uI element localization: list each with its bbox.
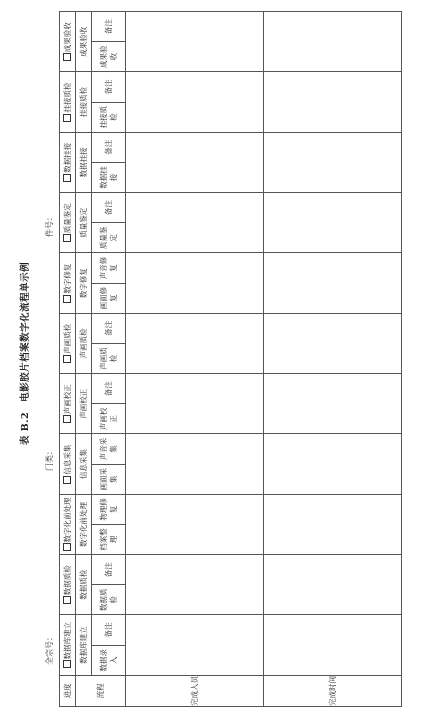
stage-title: 数据质检 — [76, 555, 92, 615]
stage-title: 挂接质检 — [76, 72, 92, 132]
stage-cell: 数据挂接 — [60, 132, 76, 192]
completed-time-cell[interactable] — [264, 494, 402, 554]
checkbox-icon[interactable] — [63, 660, 71, 668]
completed-time-cell[interactable] — [264, 434, 402, 494]
sub-step: 备注 — [92, 615, 126, 645]
sub-step: 成果验收 — [92, 42, 126, 72]
sub-step: 数据挂接 — [92, 162, 126, 192]
checkbox-icon[interactable] — [63, 355, 71, 363]
stage-cell: 声画校正 — [60, 374, 76, 434]
stage-cell: 挂接质检 — [60, 72, 76, 132]
stage-title: 声画质检 — [76, 313, 92, 373]
sub-step: 备注 — [92, 72, 126, 102]
sub-step: 数据录入 — [92, 645, 126, 675]
completed-by-cell[interactable] — [126, 253, 264, 313]
checkbox-icon[interactable] — [63, 174, 71, 182]
completed-by-cell[interactable] — [126, 193, 264, 253]
stage-cell: 质量鉴定 — [60, 193, 76, 253]
stage-cell: 数据库建立 — [60, 615, 76, 675]
completed-by-cell[interactable] — [126, 313, 264, 373]
stage-title-row — [76, 12, 92, 707]
checkbox-icon[interactable] — [63, 476, 71, 484]
completed-by-cell[interactable] — [126, 72, 264, 132]
category-label: 门类： — [45, 447, 54, 471]
sub-step: 声音修复 — [92, 253, 126, 283]
sub-step: 质量鉴定 — [92, 223, 126, 253]
stage-cell: 数字化前处理 — [60, 494, 76, 554]
sub-step: 备注 — [92, 313, 126, 343]
sub-step: 物理修复 — [92, 494, 126, 524]
completed-by-row — [126, 12, 264, 707]
sub-step: 画面修复 — [92, 283, 126, 313]
digitization-process-table — [59, 11, 402, 707]
completed-time-cell[interactable] — [264, 193, 402, 253]
sub-step: 画面采集 — [92, 464, 126, 494]
stage-cell: 数字修复 — [60, 253, 76, 313]
stage-title: 数据库建立 — [76, 615, 92, 675]
completed-by-cell[interactable] — [126, 434, 264, 494]
completed-time-row — [264, 12, 402, 707]
process-label: 进度 — [60, 675, 76, 706]
completed-time-cell[interactable] — [264, 72, 402, 132]
checkbox-icon[interactable] — [63, 114, 71, 122]
stage-title: 数据挂接 — [76, 132, 92, 192]
stage-cell: 声画质检 — [60, 313, 76, 373]
stage-title: 信息采集 — [76, 434, 92, 494]
completed-time-label: 完成时间 — [264, 675, 402, 706]
table-caption: 表 B.2 电影胶片档案数字化流程单示例 — [20, 261, 31, 446]
stage-cell: 成果验收 — [60, 12, 76, 72]
completed-time-cell[interactable] — [264, 12, 402, 72]
item-number-label: 件号： — [45, 213, 54, 237]
completed-by-cell[interactable] — [126, 494, 264, 554]
stage-title: 声画校正 — [76, 374, 92, 434]
sub-step: 备注 — [92, 555, 126, 585]
stage-cell: 信息采集 — [60, 434, 76, 494]
sub-step: 备注 — [92, 12, 126, 42]
stage-title: 数字修复 — [76, 253, 92, 313]
completed-time-cell[interactable] — [264, 253, 402, 313]
completed-time-cell[interactable] — [264, 132, 402, 192]
stage-title: 成果验收 — [76, 12, 92, 72]
completed-time-cell[interactable] — [264, 374, 402, 434]
process-row — [60, 12, 76, 707]
checkbox-icon[interactable] — [63, 234, 71, 242]
checkbox-icon[interactable] — [63, 596, 71, 604]
sub-step: 声音采集 — [92, 434, 126, 464]
sub-step: 挂接质检 — [92, 102, 126, 132]
sub-step: 数据质检 — [92, 585, 126, 615]
checkbox-icon[interactable] — [63, 415, 71, 423]
stage-title: 数字化前处理 — [76, 494, 92, 554]
checkbox-icon[interactable] — [63, 543, 71, 551]
completed-by-cell[interactable] — [126, 555, 264, 615]
fonds-number-label: 全宗号： — [45, 633, 54, 665]
completed-time-cell[interactable] — [264, 615, 402, 675]
completed-time-cell[interactable] — [264, 555, 402, 615]
checkbox-icon[interactable] — [63, 295, 71, 303]
sub-step: 声画质检 — [92, 343, 126, 373]
completed-by-label: 完成人员 — [126, 675, 264, 706]
completed-by-cell[interactable] — [126, 615, 264, 675]
sub-step: 备注 — [92, 193, 126, 223]
completed-by-cell[interactable] — [126, 132, 264, 192]
sub-step-row — [92, 12, 126, 707]
checkbox-icon[interactable] — [63, 53, 71, 61]
sub-step: 档案整理 — [92, 524, 126, 554]
completed-by-cell[interactable] — [126, 12, 264, 72]
sub-step: 备注 — [92, 132, 126, 162]
stage-title: 质量鉴定 — [76, 193, 92, 253]
sub-step: 声画校正 — [92, 404, 126, 434]
sub-step: 备注 — [92, 374, 126, 404]
completed-by-cell[interactable] — [126, 374, 264, 434]
flow-label: 流程 — [76, 675, 126, 706]
completed-time-cell[interactable] — [264, 313, 402, 373]
stage-cell: 数据质检 — [60, 555, 76, 615]
